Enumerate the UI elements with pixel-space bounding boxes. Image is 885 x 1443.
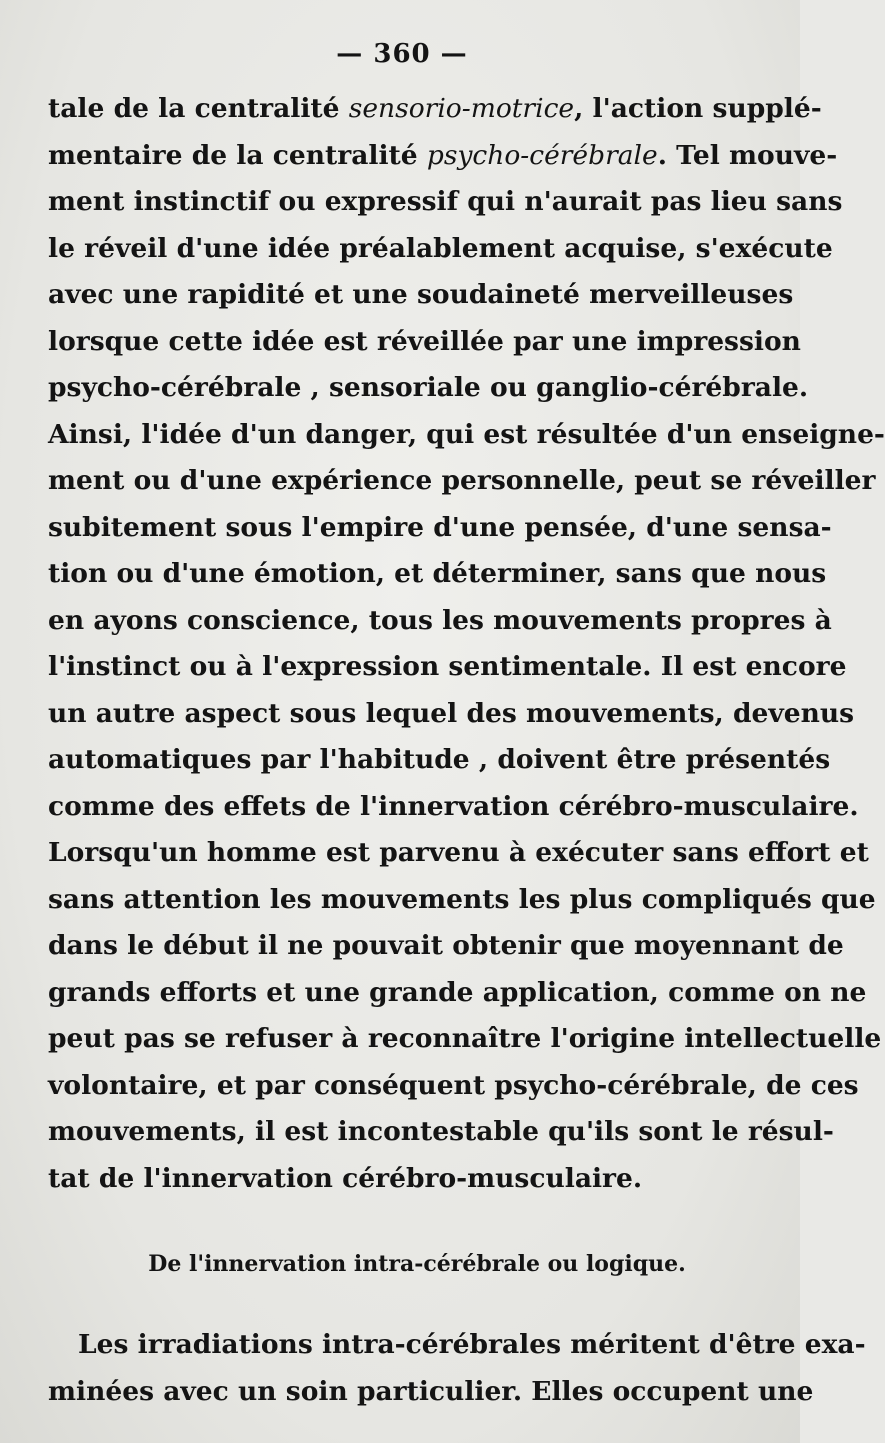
text-segment: peut pas se refuser à reconnaître l'origine intellectuelle bbox=[48, 1023, 882, 1054]
text-segment: subitement sous l'empire d'une pensée, d'une sensa- bbox=[48, 511, 832, 543]
text-line bbox=[48, 1369, 814, 1416]
text-segment: dans le début il ne pouvait obtenir que moyennant de bbox=[48, 930, 844, 961]
text-line bbox=[48, 458, 876, 505]
text-segment: l'instinct ou à l'expression sentimentale. Il est encore bbox=[48, 651, 847, 682]
text-line bbox=[48, 505, 832, 552]
text-line bbox=[48, 179, 843, 226]
italic-term: psycho-cérébrale bbox=[426, 139, 658, 171]
text-line bbox=[48, 598, 832, 645]
text-segment: volontaire, et par conséquent psycho-cérébrale, de ces bbox=[48, 1069, 859, 1101]
text-segment: un autre aspect sous lequel des mouvements, devenus bbox=[48, 697, 855, 729]
text-segment: avec une rapidité et une soudaineté merveilleuses bbox=[48, 279, 794, 310]
page-number: — 360 — bbox=[336, 39, 468, 69]
text-segment: tale de la centralité bbox=[48, 93, 349, 124]
text-segment: Ainsi, l'idée d'un danger, qui est résultée d'un enseigne- bbox=[48, 418, 885, 450]
text-line bbox=[48, 1063, 859, 1110]
text-line bbox=[48, 272, 794, 319]
text-line bbox=[48, 737, 831, 784]
text-line bbox=[48, 644, 847, 691]
italic-term: sensorio-motrice bbox=[348, 93, 575, 124]
text-segment: , l'action supplé- bbox=[574, 93, 822, 124]
text-line bbox=[48, 1016, 882, 1063]
text-segment: Lorsqu'un homme est parvenu à exécuter sans effort et bbox=[48, 837, 869, 868]
text-segment: mouvements, il est incontestable qu'ils sont le résul- bbox=[48, 1116, 834, 1147]
text-line bbox=[48, 1109, 834, 1156]
text-segment: lorsque cette idée est réveillée par une impression bbox=[48, 325, 801, 357]
text-line bbox=[48, 365, 809, 412]
text-line bbox=[48, 1156, 756, 1203]
text-segment: tat de l'innervation cérébro-musculaire. bbox=[48, 1162, 643, 1194]
text-segment: en ayons conscience, tous les mouvements propres à bbox=[48, 604, 832, 636]
text-segment: . Tel mouve- bbox=[657, 139, 838, 171]
text-segment: psycho-cérébrale , sensoriale ou ganglio-cérébrale. bbox=[48, 372, 809, 403]
text-line bbox=[48, 877, 876, 924]
text-line bbox=[48, 412, 885, 459]
text-segment: sans attention les mouvements les plus compliqués que bbox=[48, 883, 876, 915]
text-line bbox=[48, 1322, 866, 1369]
section-heading: De l'innervation intra-cérébrale ou logique. bbox=[148, 1251, 686, 1277]
text-line bbox=[48, 319, 801, 366]
text-segment: tion ou d'une émotion, et déterminer, sans que nous bbox=[48, 558, 827, 589]
text-line bbox=[48, 784, 859, 831]
paragraph-1 bbox=[48, 86, 885, 1202]
text-line bbox=[48, 133, 838, 180]
text-line bbox=[48, 86, 822, 133]
text-segment: Les irradiations intra-cérébrales méritent d'être exa- bbox=[78, 1329, 866, 1360]
text-segment: le réveil d'une idée préalablement acquise, s'exécute bbox=[48, 232, 833, 264]
text-line bbox=[48, 691, 855, 738]
text-segment: automatiques par l'habitude , doivent être présentés bbox=[48, 744, 831, 775]
text-segment: mentaire de la centralité bbox=[48, 139, 427, 171]
text-segment: grands efforts et une grande application, comme on ne bbox=[48, 976, 867, 1008]
text-line bbox=[48, 551, 827, 598]
text-segment: ment ou d'une expérience personnelle, peut se réveiller bbox=[48, 465, 876, 496]
paragraph-2 bbox=[48, 1322, 866, 1415]
text-line bbox=[48, 830, 869, 877]
text-segment: comme des effets de l'innervation cérébro-musculaire. bbox=[48, 790, 859, 822]
text-line bbox=[48, 226, 833, 273]
text-line bbox=[48, 970, 867, 1017]
text-segment: ment instinctif ou expressif qui n'aurait pas lieu sans bbox=[48, 186, 843, 217]
text-segment: minées avec un soin particulier. Elles occupent une bbox=[48, 1375, 814, 1407]
text-line bbox=[48, 923, 844, 970]
